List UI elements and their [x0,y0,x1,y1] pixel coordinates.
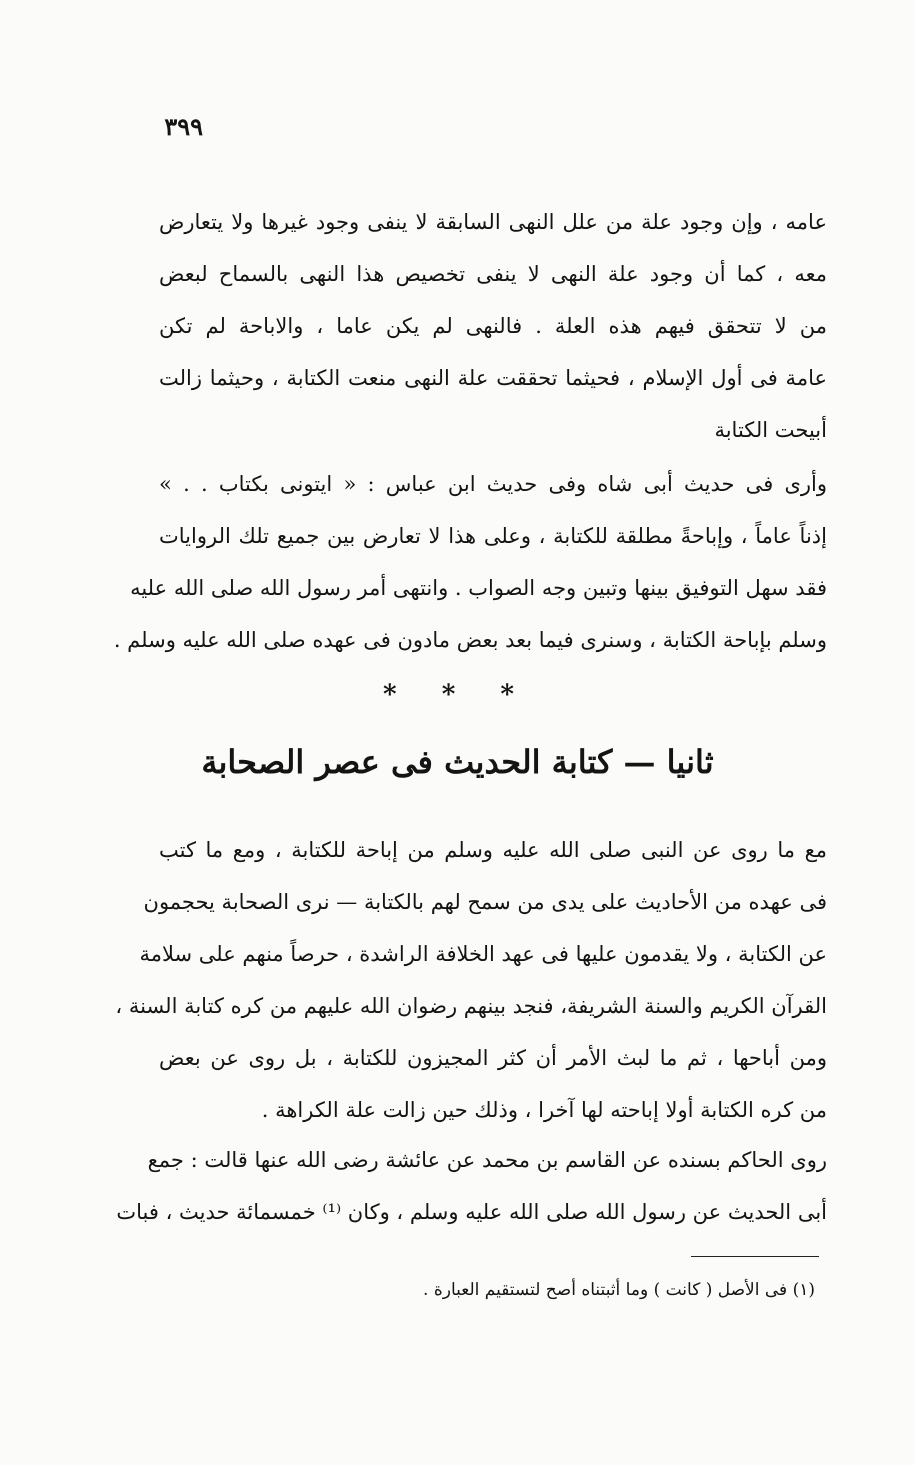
text-line: إذناً عاماً ، وإباحةً مطلقة للكتابة ، وعلى هذا لا تعارض بين جميع تلك الروايات [159,524,827,548]
paragraph-2 [113,458,827,666]
section-heading: ثانيا — كتابة الحديث فى عصر الصحابة [201,743,714,781]
text-line: عامة فى أول الإسلام ، فحيثما تحققت علة النهى منعت الكتابة ، وحيثما زالت [159,366,827,390]
text-line: عامه ، وإن وجود علة من علل النهى السابقة لا ينفى وجود غيرها ولا يتعارض [159,210,827,234]
text-line: من كره الكتابة أولا إباحته لها آخرا ، وذلك حين زالت علة الكراهة . [261,1098,827,1122]
text-line: عن الكتابة ، ولا يقدمون عليها فى عهد الخلافة الراشدة ، حرصاً منهم على سلامة [139,942,827,966]
paragraph-3 [115,824,827,1136]
text-line: القرآن الكريم والسنة الشريفة، فنجد بينهم رضوان الله عليهم من كره كتابة السنة ، [115,994,827,1018]
text-line: وسلم بإباحة الكتابة ، وسنرى فيما بعد بعض مادون فى عهده صلى الله عليه وسلم . [113,628,827,652]
text-line: أبى الحديث عن رسول الله صلى الله عليه وسلم ، وكان ⁽¹⁾ خمسمائة حديث ، فبات [116,1200,827,1224]
text-line: وأرى فى حديث أبى شاه وفى حديث ابن عباس : « ايتونى بكتاب . . » [159,472,827,496]
text-line: مع ما روى عن النبى صلى الله عليه وسلم من إباحة للكتابة ، ومع ما كتب [159,838,827,862]
text-line: فى عهده من الأحاديث على يدى من سمح لهم بالكتابة — نرى الصحابة يحجمون [143,890,827,914]
text-line: روى الحاكم بسنده عن القاسم بن محمد عن عائشة رضى الله عنها قالت : جمع [147,1148,827,1172]
paragraph-4 [116,1134,827,1238]
text-line: معه ، كما أن وجود علة النهى لا ينفى تخصيص هذا النهى بالسماح لبعض [159,262,827,286]
footnote-divider [691,1256,819,1257]
text-line: فقد سهل التوفيق بينها وتبين وجه الصواب . وانتهى أمر رسول الله صلى الله عليه [130,576,827,600]
text-line: أبيحت الكتابة [714,418,827,442]
paragraph-1 [159,196,827,456]
page-number: ٣٩٩ [164,112,203,141]
footnote: (١) فى الأصل ( كانت ) وما أثبتناه أصح لتستقيم العبارة . [423,1280,815,1300]
section-separator: * * * [383,680,532,710]
text-line: ومن أباحها ، ثم ما لبث الأمر أن كثر المجيزون للكتابة ، بل روى عن بعض [159,1046,827,1070]
text-line: من لا تتحقق فيهم هذه العلة . فالنهى لم يكن عاما ، والاباحة لم تكن [159,314,827,338]
